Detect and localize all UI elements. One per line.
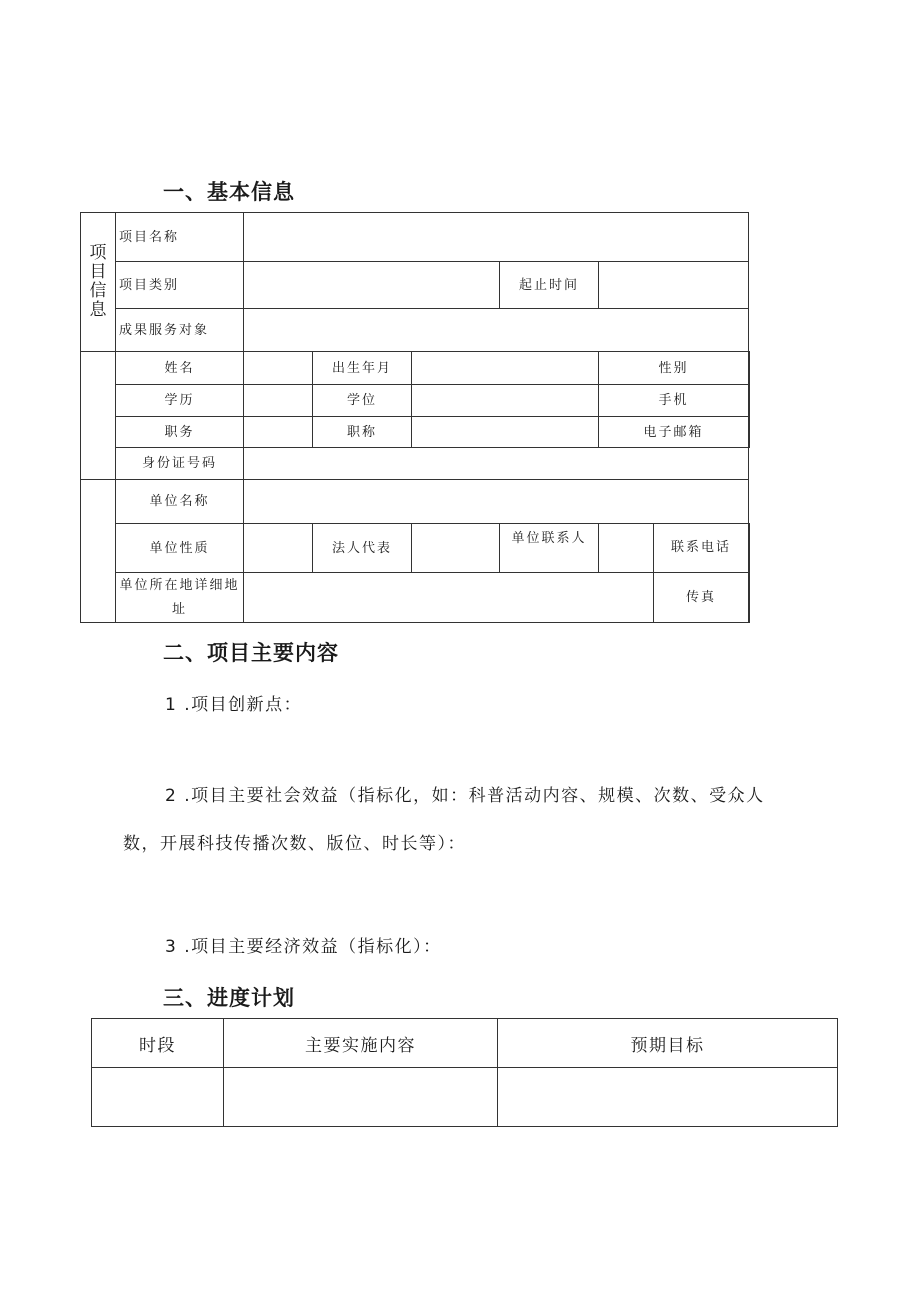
org-contact-field[interactable]	[599, 524, 654, 573]
goal-header: 预期目标	[498, 1019, 838, 1068]
service-target-label: 成果服务对象	[116, 309, 244, 352]
contact-phone-label: 联系电话	[654, 524, 749, 573]
degree-field[interactable]	[412, 385, 599, 417]
email-label: 电子邮箱	[599, 417, 749, 448]
section2-title: 二、项目主要内容	[163, 641, 339, 665]
degree-label: 学位	[313, 385, 412, 417]
content-header: 主要实施内容	[224, 1019, 498, 1068]
gender-field[interactable]	[749, 352, 750, 385]
position-field[interactable]	[244, 417, 313, 448]
title-label: 职称	[313, 417, 412, 448]
education-field[interactable]	[244, 385, 313, 417]
section1-title: 一、基本信息	[163, 180, 295, 204]
vertical-char: 信	[89, 281, 107, 301]
name-label: 姓名	[116, 352, 244, 385]
mobile-label: 手机	[599, 385, 749, 417]
legal-rep-label: 法人代表	[313, 524, 412, 573]
section3-title: 三、进度计划	[163, 986, 295, 1010]
item2-line1: 2 .项目主要社会效益（指标化，如：科普活动内容、规模、次数、受众人	[165, 786, 765, 806]
start-end-field[interactable]	[599, 262, 749, 309]
vertical-char: 项	[89, 243, 107, 263]
fax-field[interactable]	[749, 573, 750, 623]
org-type-label: 单位性质	[116, 524, 244, 573]
title-field[interactable]	[412, 417, 599, 448]
project-category-field[interactable]	[244, 262, 500, 309]
project-category-label: 项目类别	[116, 262, 244, 309]
birth-field[interactable]	[412, 352, 599, 385]
person-group-cell	[81, 352, 116, 480]
project-name-label: 项目名称	[116, 213, 244, 262]
org-group-cell	[81, 480, 116, 623]
address-field[interactable]	[244, 573, 654, 623]
legal-rep-field[interactable]	[412, 524, 500, 573]
start-end-label: 起止时间	[500, 262, 599, 309]
org-name-label: 单位名称	[116, 480, 244, 524]
period-header: 时段	[92, 1019, 224, 1068]
item1-text: 1 .项目创新点：	[165, 695, 303, 715]
name-field[interactable]	[244, 352, 313, 385]
item3-text: 3 .项目主要经济效益（指标化）：	[165, 937, 442, 957]
vertical-char: 目	[89, 262, 107, 282]
email-field[interactable]	[749, 417, 750, 448]
position-label: 职务	[116, 417, 244, 448]
period-cell[interactable]	[92, 1068, 224, 1127]
org-type-field[interactable]	[244, 524, 313, 573]
education-label: 学历	[116, 385, 244, 417]
birth-label: 出生年月	[313, 352, 412, 385]
gender-label: 性别	[599, 352, 749, 385]
address-label: 单位所在地详细地址	[116, 573, 244, 623]
contact-phone-field[interactable]	[749, 524, 750, 573]
schedule-table	[91, 1018, 838, 1127]
project-info-group-label	[81, 213, 116, 352]
fax-label: 传真	[654, 573, 749, 623]
vertical-char: 息	[89, 300, 107, 320]
service-target-field[interactable]	[244, 309, 749, 352]
basic-info-table	[80, 212, 750, 623]
org-contact-label: 单位联系人	[500, 524, 599, 573]
mobile-field[interactable]	[749, 385, 750, 417]
goal-cell[interactable]	[498, 1068, 838, 1127]
id-field[interactable]	[244, 448, 749, 480]
content-cell[interactable]	[224, 1068, 498, 1127]
item2-line2: 数，开展科技传播次数、版位、时长等）：	[123, 834, 466, 854]
id-label: 身份证号码	[116, 448, 244, 480]
project-name-field[interactable]	[244, 213, 749, 262]
org-name-field[interactable]	[244, 480, 749, 524]
